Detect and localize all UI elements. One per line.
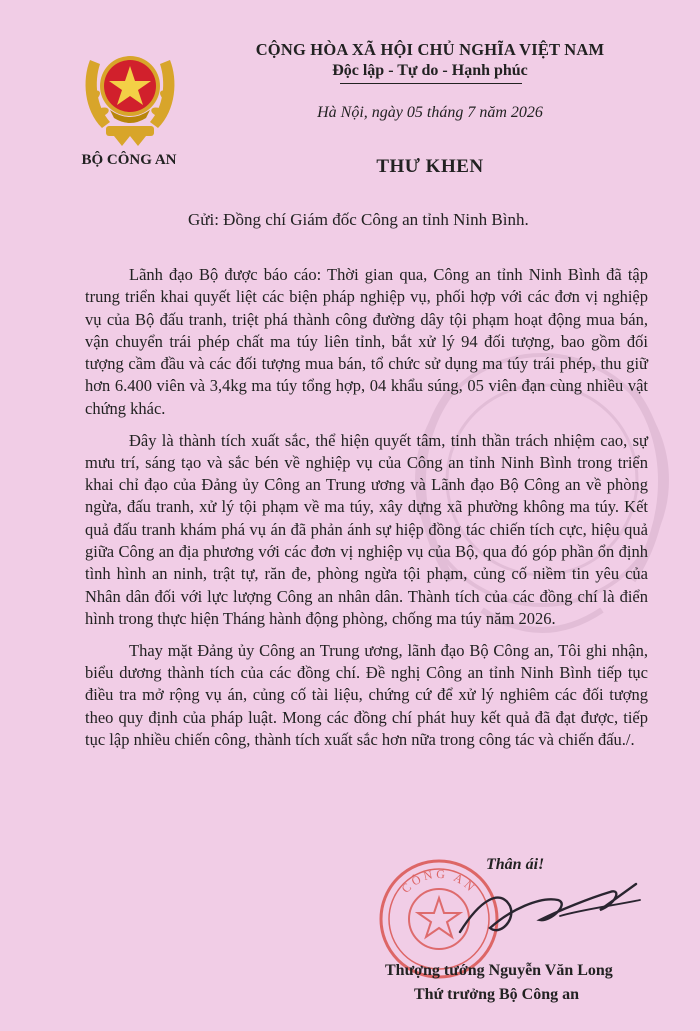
national-title: CỘNG HÒA XÃ HỘI CHỦ NGHĨA VIỆT NAM [255,40,605,59]
dateline: Hà Nội, ngày 05 tháng 7 năm 2026 [317,104,543,121]
agency-name: BỘ CÔNG AN [81,152,177,168]
signer-title: Thứ trưởng Bộ Công an [414,986,579,1003]
motto-underline [340,83,522,84]
recipient-line: Gửi: Đồng chí Giám đốc Công an tỉnh Ninh Bình. [188,210,529,229]
seal-text: CÔNG AN [398,866,480,896]
closing-greeting: Thân ái! [486,856,545,873]
body-paragraph: Đây là thành tích xuất sắc, thể hiện quyết tâm, tinh thần trách nhiệm cao, sự mưu trí, sáng tạo và sắc bén về nghiệp vụ của Công an tỉnh Ninh Bình trong triển khai chỉ đạo của Đảng ủy Công an Trung ương và Lãnh đạo Bộ Công an về phòng ngừa, đấu tranh, xử lý tội phạm về ma túy, xây dựng xã phường không ma túy. Kết quả đấu tranh khám phá vụ án đã phản ánh sự hiệp đồng tác chiến tích cực, hiệu quả giữa Công an địa phương với các đơn vị nghiệp vụ của Bộ, qua đó góp phần ổn định tình hình an ninh, trật tự, răn đe, phòng ngừa tội phạm, củng cố niềm tin yêu của Nhân dân đối với lực lượng Công an nhân dân. Thành tích của các đồng chí là điển hình trong thực hiện Tháng hành động phòng, chống ma túy năm 2026. [85,430,648,628]
body-paragraph: Lãnh đạo Bộ được báo cáo: Thời gian qua, Công an tỉnh Ninh Bình đã tập trung triển khai quyết liệt các biện pháp nghiệp vụ, phối hợp với các đơn vị nghiệp vụ của Bộ đấu tranh, triệt phá thành công đường dây tội phạm hoạt động mua bán, vận chuyển trái phép chất ma túy liên tỉnh, bắt xử lý 94 đối tượng, bao gồm đối tượng cầm đầu và các đối tượng mua bán, tổ chức sử dụng ma túy trái phép, thu giữ hơn 6.400 viên và 3,4kg ma túy tổng hợp, 04 khẩu súng, 05 viên đạn cùng nhiều vật chứng khác. [85,265,648,418]
signer-name: Thượng tướng Nguyễn Văn Long [385,962,613,979]
police-emblem-icon [80,40,180,148]
document-title: THƯ KHEN [376,156,484,177]
signature-icon [440,870,650,950]
national-motto: Độc lập - Tự do - Hạnh phúc [332,62,528,79]
body-paragraph: Thay mặt Đảng ủy Công an Trung ương, lãnh đạo Bộ Công an, Tôi ghi nhận, biểu dương thành tích của các đồng chí. Đề nghị Công an tỉnh Ninh Bình tiếp tục điều tra mở rộng vụ án, củng cố tài liệu, chứng cứ để xử lý nghiêm các đối tượng theo quy định của pháp luật. Mong các đồng chí phát huy kết quả đã đạt được, tiếp tục lập nhiều chiến công, thành tích xuất sắc hơn nữa trong công tác và chiến đấu./. [85,640,648,749]
letter-body [85,264,648,761]
